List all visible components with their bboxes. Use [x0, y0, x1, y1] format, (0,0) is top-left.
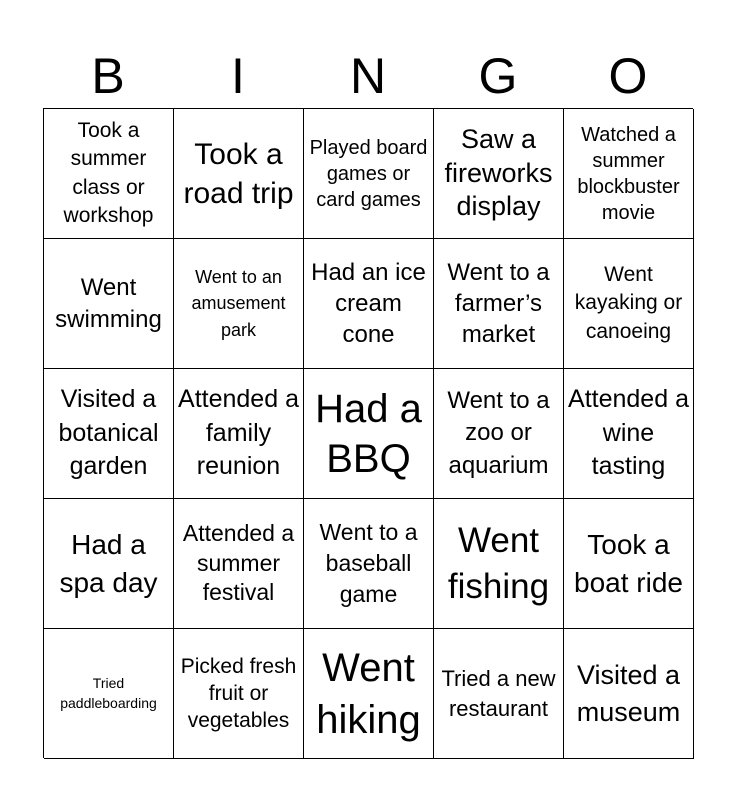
bingo-cell[interactable] [434, 629, 564, 759]
bingo-cell-text: Picked fresh fruit or vegetables [180, 654, 297, 733]
bingo-cell[interactable] [564, 629, 694, 759]
bingo-cell-text: Went swimming [55, 274, 162, 333]
header-letter-b: B [91, 48, 125, 104]
bingo-cell-text: Visited a museum [576, 660, 681, 727]
bingo-cell-text: Tried a new restaurant [441, 665, 556, 721]
bingo-cell-text: Had an ice cream cone [311, 258, 426, 349]
bingo-cell[interactable] [304, 629, 434, 759]
header-letter-g: G [478, 48, 518, 104]
bingo-grid [43, 108, 693, 758]
bingo-cell-text: Took a summer class or workshop [63, 118, 154, 227]
bingo-cell[interactable] [174, 109, 304, 239]
bingo-cell[interactable] [434, 109, 564, 239]
bingo-cell[interactable] [44, 239, 174, 369]
bingo-cell[interactable] [564, 369, 694, 499]
bingo-cell-text: Went to an amusement park [191, 267, 286, 340]
header-letter-o: O [608, 48, 648, 104]
bingo-cell[interactable] [304, 499, 434, 629]
bingo-cell[interactable] [434, 239, 564, 369]
bingo-cell-text: Tried paddleboarding [60, 674, 157, 711]
bingo-cell[interactable] [304, 369, 434, 499]
bingo-cell-text: Went kayaking or canoeing [574, 262, 683, 343]
bingo-cell-text: Went hiking [316, 645, 421, 742]
bingo-cell-text: Went to a baseball game [319, 518, 418, 608]
bingo-cell-text: Watched a summer blockbuster movie [577, 123, 680, 224]
bingo-cell-text: Attended a summer festival [182, 519, 295, 606]
bingo-cell[interactable] [304, 239, 434, 369]
bingo-cell[interactable] [564, 239, 694, 369]
bingo-cell[interactable] [174, 629, 304, 759]
bingo-cell-text: Attended a wine tasting [568, 384, 689, 481]
bingo-cell[interactable] [434, 499, 564, 629]
bingo-cell-text: Went to a zoo or aquarium [447, 386, 550, 479]
bingo-cell-text: Attended a family reunion [178, 384, 299, 481]
header-letter-n: N [349, 48, 387, 104]
bingo-cell[interactable] [174, 239, 304, 369]
bingo-cell-text: Took a boat ride [574, 528, 683, 598]
bingo-cell[interactable] [44, 629, 174, 759]
bingo-cell[interactable] [434, 369, 564, 499]
bingo-cell[interactable] [174, 499, 304, 629]
bingo-cell-text: Took a road trip [183, 137, 294, 210]
bingo-cell-text: Visited a botanical garden [58, 384, 159, 481]
bingo-cell[interactable] [174, 369, 304, 499]
bingo-cell[interactable] [564, 109, 694, 239]
bingo-cell[interactable] [44, 109, 174, 239]
bingo-cell-text: Saw a fireworks display [444, 123, 553, 222]
bingo-cell-text: Went fishing [447, 521, 550, 606]
bingo-cell-text: Went to a farmer’s market [447, 258, 550, 349]
bingo-cell[interactable] [304, 109, 434, 239]
bingo-cell-text: Had a BBQ [315, 386, 422, 481]
header-letter-i: I [231, 48, 245, 104]
bingo-cell[interactable] [44, 499, 174, 629]
bingo-cell-text: Had a spa day [59, 528, 158, 598]
bingo-header [43, 48, 693, 104]
bingo-cell-text: Played board games or card games [309, 136, 428, 211]
bingo-cell[interactable] [44, 369, 174, 499]
bingo-cell[interactable] [564, 499, 694, 629]
